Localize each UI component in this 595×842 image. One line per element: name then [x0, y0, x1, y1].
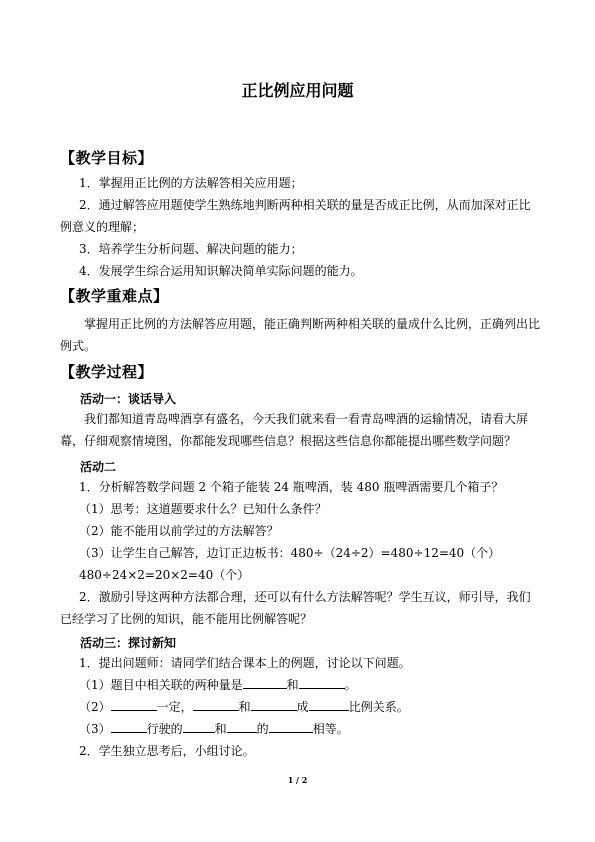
- goal-3: 3．培养学生分析问题、解决问题的能力；: [79, 242, 303, 256]
- activity-2-step-2: （2）能不能用以前学过的方法解答？: [79, 524, 279, 538]
- fill-blank[interactable]: [243, 676, 287, 689]
- activity-3-line-3: （3） 行驶的 和 的 相等。: [79, 722, 349, 736]
- fill-blank[interactable]: [193, 698, 239, 711]
- activity-2-step-4: 480÷24×2=20×2=40（个）: [79, 568, 250, 582]
- activity-2-question-1: 1．分析解答数学问题 2 个箱子能装 24 瓶啤酒，装 480 瓶啤酒需要几个箱子？: [79, 480, 504, 494]
- section-heading-process: 【教学过程】: [60, 363, 154, 381]
- activity-3-question-2: 2．学生独立思考后，小组讨论。: [79, 744, 255, 758]
- fill-blank[interactable]: [299, 676, 345, 689]
- activity-2-question-2: 2．激励引导这两种方法都合理，还可以有什么方法解答呢？学生互议，师引导，我们已经学习了比例的知识，能不能用比例解答呢？: [60, 590, 531, 626]
- fill-blank[interactable]: [111, 698, 157, 711]
- activity-1-heading: 活动一：谈话导入: [80, 392, 177, 406]
- goal-1: 1．掌握用正比例的方法解答相关应用题；: [79, 176, 303, 190]
- goal-2: 2．通过解答应用题使学生熟练地判断两种相关联的量是否成正比例，从而加深对正比例意义的理解；: [60, 198, 531, 234]
- activity-1-text: 我们都知道青岛啤酒享有盛名，今天我们就来看一看青岛啤酒的运输情况，请看大屏幕，仔细观察情境图，你都能发现哪些信息？根据这些信息你都能提出哪些数学问题？: [60, 412, 529, 448]
- page-title: 正比例应用问题: [241, 81, 354, 100]
- fill-blank[interactable]: [227, 720, 257, 733]
- fill-blank[interactable]: [111, 720, 147, 733]
- goal-4: 4．发展学生综合运用知识解决简单实际问题的能力。: [79, 264, 363, 278]
- fill-blank[interactable]: [269, 720, 313, 733]
- section-heading-key: 【教学重难点】: [60, 287, 169, 305]
- key-points-text: 掌握用正比例的方法解答应用题，能正确判断两种相关联的量成什么比例，正确列出比例式。: [60, 317, 541, 353]
- activity-2-step-1: （1）思考：这道题要求什么？已知什么条件？: [79, 502, 327, 516]
- fill-blank[interactable]: [183, 720, 215, 733]
- fill-blank[interactable]: [309, 698, 349, 711]
- section-heading-goals: 【教学目标】: [60, 149, 154, 167]
- activity-3-question-1: 1．提出问题师：请同学们结合课本上的例题，讨论以下问题。: [79, 656, 411, 670]
- activity-2-heading: 活动二: [80, 460, 117, 474]
- fill-blank[interactable]: [251, 698, 297, 711]
- activity-3-line-2: （2） 一定， 和 成 比例关系。: [79, 700, 409, 714]
- activity-3-heading: 活动三：探讨新知: [80, 636, 177, 650]
- activity-2-step-3: （3）让学生自己解答，边订正边板书：480÷（24÷2）=480÷12=40（个）: [79, 546, 501, 560]
- page-number: 1 / 2: [287, 775, 308, 785]
- activity-3-line-1: （1）题目中相关联的两种量是 和 。: [79, 678, 357, 692]
